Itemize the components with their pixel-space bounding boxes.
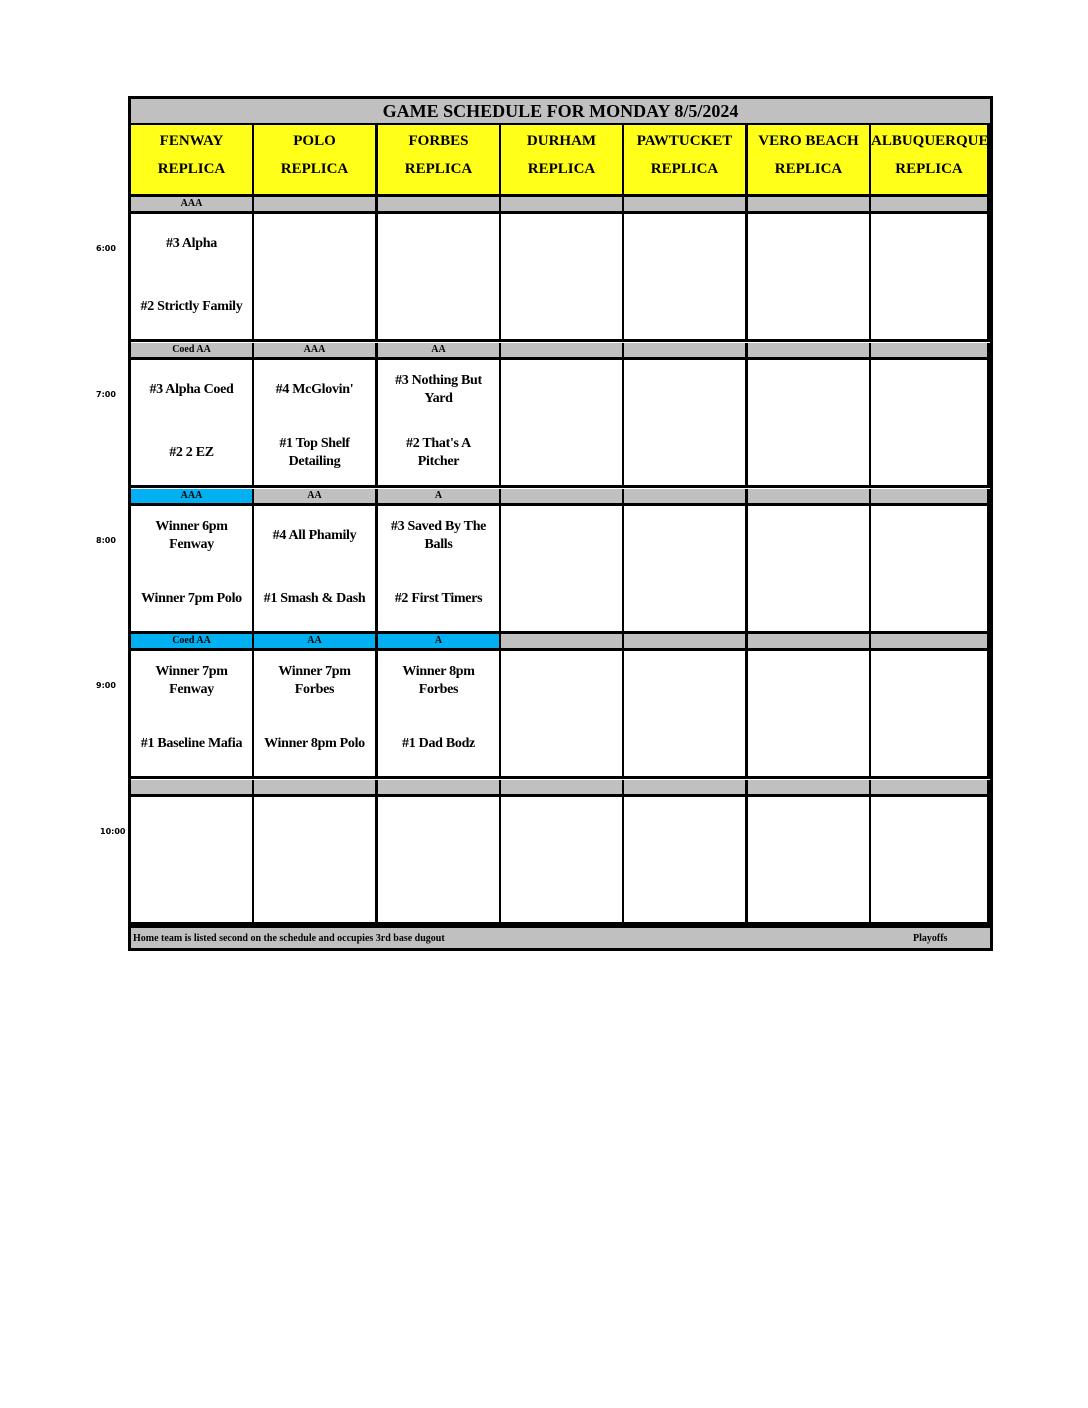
game-cell (378, 506, 502, 634)
game-cell (624, 651, 748, 779)
division-label (378, 197, 502, 214)
division-label (748, 634, 872, 651)
away-team (501, 661, 622, 701)
away-team (748, 807, 869, 847)
game-cell (378, 360, 502, 488)
home-team (254, 287, 375, 327)
game-cell (131, 506, 255, 634)
home-team (131, 870, 252, 910)
time-label: 7:00 (96, 390, 116, 399)
field-header-fenway (131, 125, 255, 197)
game-cell (748, 651, 872, 779)
game-cell (254, 797, 378, 925)
home-team (624, 287, 745, 327)
home-team (501, 579, 622, 619)
away-team (501, 370, 622, 410)
game-cell (131, 797, 255, 925)
footer-playoffs-tag: Playoffs (913, 933, 948, 944)
field-subtitle: REPLICA (895, 161, 963, 177)
game-cell (131, 651, 255, 779)
game-cell (131, 214, 255, 342)
division-label (624, 634, 748, 651)
division-label (871, 489, 990, 506)
division-label (131, 780, 255, 797)
game-cell (871, 360, 990, 488)
schedule-footer (131, 925, 990, 948)
division-label (748, 197, 872, 214)
game-cell (748, 797, 872, 925)
game-cell (748, 360, 872, 488)
away-team (871, 661, 987, 701)
game-cell (131, 360, 255, 488)
division-label: Coed AA (131, 634, 255, 651)
away-team: #4 McGlovin' (275, 382, 354, 397)
home-team (871, 287, 987, 327)
away-team (501, 807, 622, 847)
away-team (871, 370, 987, 410)
game-cell (871, 506, 990, 634)
division-label (748, 780, 872, 797)
game-cell (871, 797, 990, 925)
division-label: A (378, 634, 502, 651)
home-team (748, 870, 869, 910)
home-team: #1 Top Shelf Detailing (279, 436, 350, 469)
away-team (748, 224, 869, 264)
division-label: AAA (131, 489, 255, 506)
away-team (501, 224, 622, 264)
away-team: Winner 8pm Forbes (402, 664, 475, 697)
division-label: Coed AA (131, 343, 255, 360)
field-header-forbes (378, 125, 502, 197)
home-team: #1 Smash & Dash (263, 591, 366, 606)
game-cell (748, 214, 872, 342)
field-header-durham (501, 125, 625, 197)
division-label (624, 343, 748, 360)
game-cell (871, 651, 990, 779)
away-team: Winner 6pm Fenway (155, 519, 228, 552)
away-team (748, 516, 869, 556)
home-team: #1 Baseline Mafia (140, 736, 243, 751)
field-subtitle: REPLICA (650, 161, 719, 177)
home-team: #2 Strictly Family (140, 299, 243, 314)
home-team (624, 724, 745, 764)
game-cell (254, 214, 378, 342)
game-cell (378, 214, 502, 342)
home-team (501, 870, 622, 910)
field-name: ALBUQUERQUE (871, 133, 989, 149)
division-label (871, 634, 990, 651)
schedule-title: GAME SCHEDULE FOR MONDAY 8/5/2024 (131, 99, 990, 125)
division-label (748, 343, 872, 360)
division-label (378, 780, 502, 797)
division-label: AA (254, 634, 378, 651)
time-label: 8:00 (96, 536, 116, 545)
field-subtitle: REPLICA (404, 161, 473, 177)
time-label: 10:00 (100, 827, 126, 836)
game-cell (501, 506, 625, 634)
away-team (871, 224, 987, 264)
field-header-vero-beach (748, 125, 872, 197)
home-team (871, 433, 987, 473)
away-team (131, 807, 252, 847)
division-label (624, 489, 748, 506)
game-cell (501, 797, 625, 925)
division-label: A (378, 489, 502, 506)
division-label: AAA (131, 197, 255, 214)
game-cell (501, 360, 625, 488)
division-label: AA (378, 343, 502, 360)
game-cell (378, 797, 502, 925)
division-label (254, 780, 378, 797)
away-team (624, 224, 745, 264)
division-label (501, 634, 625, 651)
division-label: AA (254, 489, 378, 506)
home-team: Winner 8pm Polo (264, 736, 365, 751)
home-team: Winner 7pm Polo (141, 591, 242, 606)
away-team (624, 807, 745, 847)
away-team (501, 516, 622, 556)
home-team (624, 870, 745, 910)
division-label (501, 197, 625, 214)
division-label (871, 197, 990, 214)
field-name: POLO (293, 133, 336, 149)
away-team: #3 Alpha Coed (149, 382, 234, 397)
away-team (624, 370, 745, 410)
time-label: 9:00 (96, 681, 116, 690)
game-cell (501, 214, 625, 342)
away-team (624, 661, 745, 701)
home-team (624, 579, 745, 619)
home-team (748, 724, 869, 764)
away-team (748, 370, 869, 410)
away-team: #3 Alpha (166, 236, 217, 251)
field-header-pawtucket (624, 125, 748, 197)
division-label (748, 489, 872, 506)
field-subtitle: REPLICA (774, 161, 843, 177)
home-team (254, 870, 375, 910)
away-team: #3 Nothing But Yard (395, 373, 482, 406)
home-team (871, 724, 987, 764)
away-team (378, 224, 499, 264)
division-label (871, 780, 990, 797)
away-team (254, 807, 375, 847)
field-subtitle: REPLICA (157, 161, 226, 177)
home-team (748, 433, 869, 473)
away-team: #4 All Phamily (272, 528, 357, 543)
field-name: PAWTUCKET (636, 133, 733, 149)
time-label: 6:00 (96, 244, 116, 253)
division-label (501, 780, 625, 797)
field-name: DURHAM (526, 133, 597, 149)
game-cell (748, 506, 872, 634)
away-team (254, 224, 375, 264)
away-team (624, 516, 745, 556)
division-label (254, 197, 378, 214)
away-team (871, 516, 987, 556)
home-team: #2 That's A Pitcher (406, 436, 471, 469)
division-label (624, 780, 748, 797)
away-team (378, 807, 499, 847)
field-header-albuquerque (871, 125, 990, 197)
game-cell (624, 797, 748, 925)
game-cell (624, 506, 748, 634)
game-cell (501, 651, 625, 779)
away-team: Winner 7pm Fenway (155, 664, 228, 697)
home-team (871, 870, 987, 910)
field-name: FORBES (408, 133, 469, 149)
schedule-sheet (128, 96, 993, 951)
division-label: AAA (254, 343, 378, 360)
away-team (871, 807, 987, 847)
division-label (871, 343, 990, 360)
game-cell (624, 360, 748, 488)
away-team: #3 Saved By The Balls (390, 519, 487, 552)
field-name: VERO BEACH (758, 133, 859, 149)
home-team: #2 First Timers (394, 591, 483, 606)
home-team (378, 287, 499, 327)
game-cell (254, 651, 378, 779)
division-label (624, 197, 748, 214)
field-subtitle: REPLICA (280, 161, 349, 177)
field-subtitle: REPLICA (527, 161, 596, 177)
home-team (378, 870, 499, 910)
away-team: Winner 7pm Forbes (278, 664, 351, 697)
home-team (624, 433, 745, 473)
home-team (748, 579, 869, 619)
division-label (501, 343, 625, 360)
home-team (501, 287, 622, 327)
game-cell (254, 360, 378, 488)
home-team: #1 Dad Bodz (402, 736, 475, 751)
home-team (748, 287, 869, 327)
away-team (748, 661, 869, 701)
home-team (501, 724, 622, 764)
game-cell (254, 506, 378, 634)
home-team: #2 2 EZ (169, 445, 214, 460)
footer-note: Home team is listed second on the schedule and occupies 3rd base dugout (133, 933, 445, 944)
game-cell (378, 651, 502, 779)
home-team (871, 579, 987, 619)
field-header-polo (254, 125, 378, 197)
field-name: FENWAY (159, 133, 224, 149)
home-team (501, 433, 622, 473)
game-cell (624, 214, 748, 342)
game-cell (871, 214, 990, 342)
division-label (501, 489, 625, 506)
